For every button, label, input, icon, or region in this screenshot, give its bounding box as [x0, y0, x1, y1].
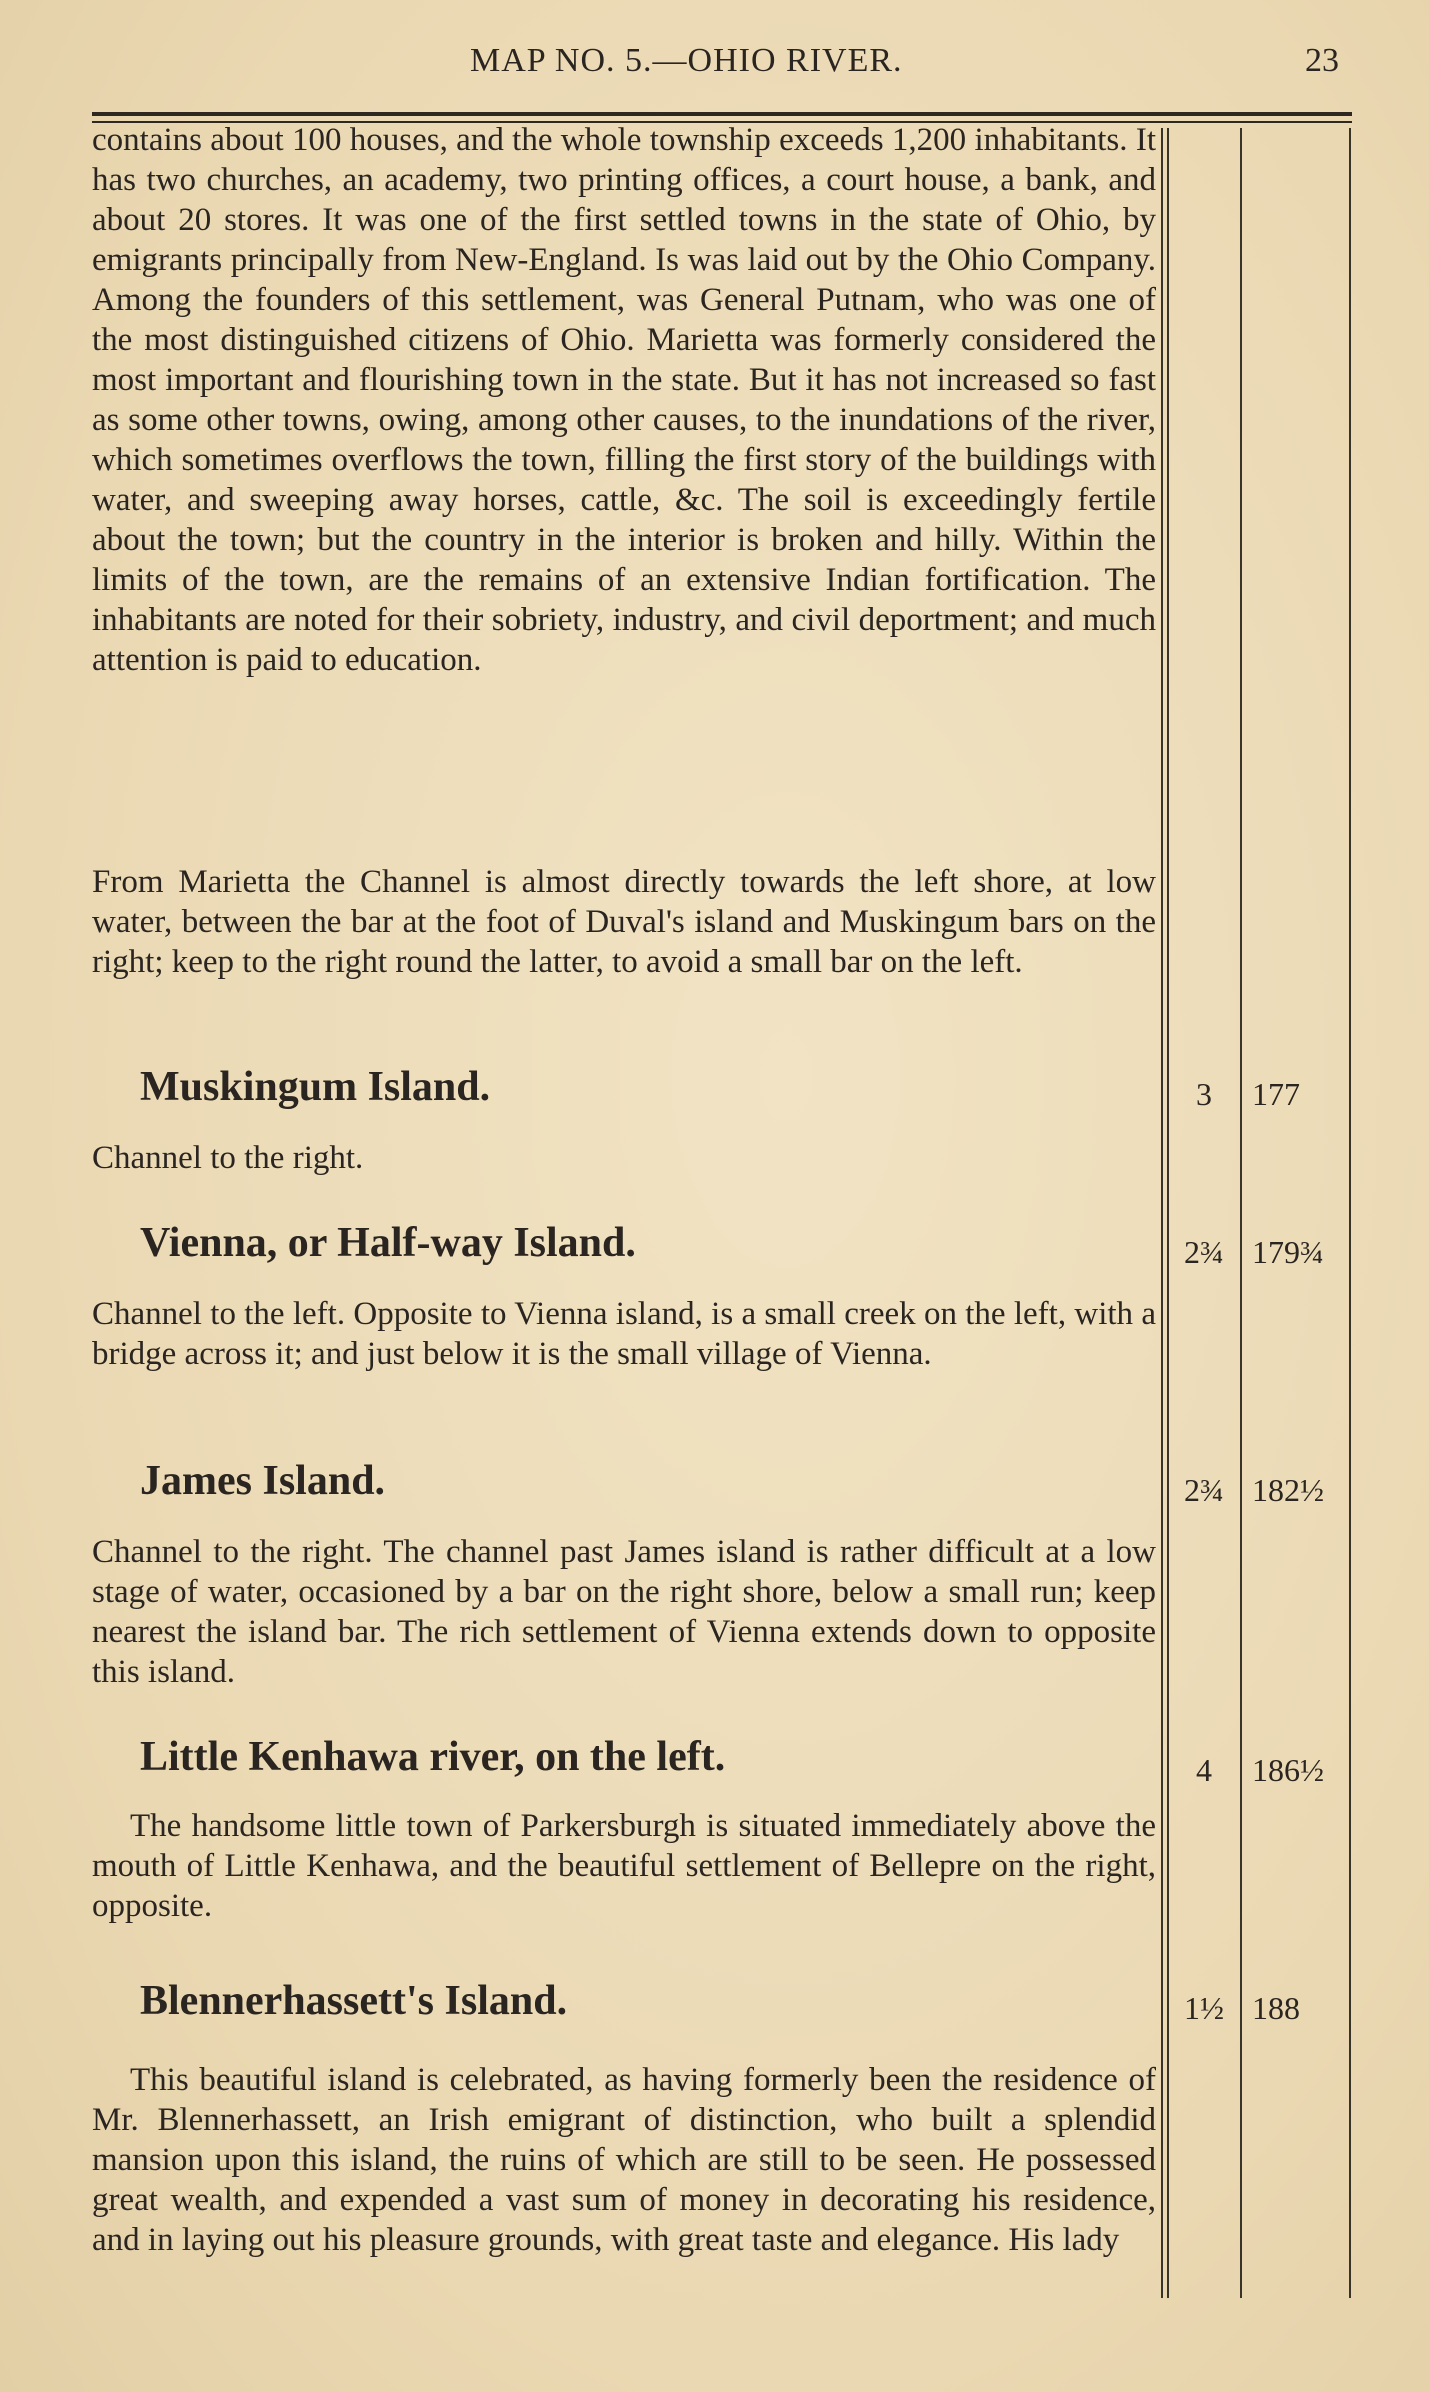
marietta-description-paragraph: contains about 100 houses, and the whole township exceeds 1,200 inhabitants. It has two churches, an academy, two printing offices, a court house, a bank, and about 20 stores. It was one of the first settled towns in the state of Ohio, by emigrants principally from New-England. Is was laid out by the Ohio Company. Among the founders of this settlement, was General Putnam, who was one of the most distinguished citizens of Ohio. Marietta was formerly considered the most important and flourishing town in the state. But it has not increased so fast as some other towns, owing, among other causes, to the inundations of the river, which sometimes overflows the town, filling the first story of the buildings with water, and sweeping away horses, cattle, &c. The soil is exceedingly fertile about the town; but the country in the interior is broken and hilly. Within the limits of the town, are the remains of an extensive Indian fortification. The inhabitants are noted for their sobriety, industry, and civil deportment; and much attention is paid to education. — [92, 122, 1156, 678]
entry-text: This beautiful island is celebrated, as having formerly been the residence of Mr. Blennerhassett, an Irish emigrant of distinction, who built a splendid mansion upon this island, the ruins of which are still to be seen. He possessed great wealth, and expended a vast sum of money in decorating his residence, and in laying out his pleasure grounds, with great taste and elegance. His lady — [92, 2062, 1156, 2258]
entry-text: Channel to the right. — [92, 1140, 364, 1176]
leg-miles: 2¾ — [1184, 1472, 1224, 1508]
leg-miles: 2¾ — [1184, 1234, 1224, 1270]
leg-miles: 4 — [1196, 1752, 1212, 1788]
column-rule — [1161, 128, 1163, 2298]
leg-miles: 1½ — [1184, 1990, 1224, 2026]
running-head — [0, 38, 1429, 88]
total-miles: 177 — [1252, 1076, 1300, 1112]
entry-text: Channel to the right. The channel past James island is rather difficult at a low stage of water, occasioned by a bar on the right shore, below a small run; keep nearest the island bar. The rich settlement of Vienna extends down to opposite this island. — [92, 1534, 1156, 1690]
marietta-channel-paragraph: From Marietta the Channel is almost directly towards the left shore, at low water, between the bar at the foot of Duval's island and Muskingum bars on the right; keep to the right round the latter, to avoid a small bar on the left. — [92, 864, 1156, 980]
entry-heading-muskingum-island: Muskingum Island. — [140, 1064, 491, 1110]
entry-heading-little-kenhawa-river: Little Kenhawa river, on the left. — [140, 1734, 726, 1780]
entry-heading-vienna-island: Vienna, or Half-way Island. — [140, 1220, 636, 1266]
total-miles: 186½ — [1252, 1752, 1324, 1788]
running-title: MAP NO. 5.—OHIO RIVER. — [470, 42, 903, 79]
entry-text: The handsome little town of Parkersburgh is situated immediately above the mouth of Little Kenhawa, and the beautiful settlement of Bellepre on the right, opposite. — [92, 1808, 1156, 1924]
column-rule — [1240, 128, 1242, 2298]
total-miles: 179¾ — [1252, 1234, 1324, 1270]
entry-text: Channel to the left. Opposite to Vienna island, is a small creek on the left, with a bridge across it; and just below it is the small village of Vienna. — [92, 1296, 1156, 1372]
entry-heading-james-island: James Island. — [140, 1458, 386, 1504]
leg-miles: 3 — [1196, 1076, 1212, 1112]
total-miles: 182½ — [1252, 1472, 1324, 1508]
column-rule — [1167, 128, 1169, 2298]
entry-heading-blennerhassetts-island: Blennerhassett's Island. — [140, 1978, 568, 2024]
column-rule — [1349, 128, 1351, 2298]
total-miles: 188 — [1252, 1990, 1300, 2026]
page-number: 23 — [1305, 42, 1339, 79]
header-rule-thick — [92, 112, 1352, 116]
